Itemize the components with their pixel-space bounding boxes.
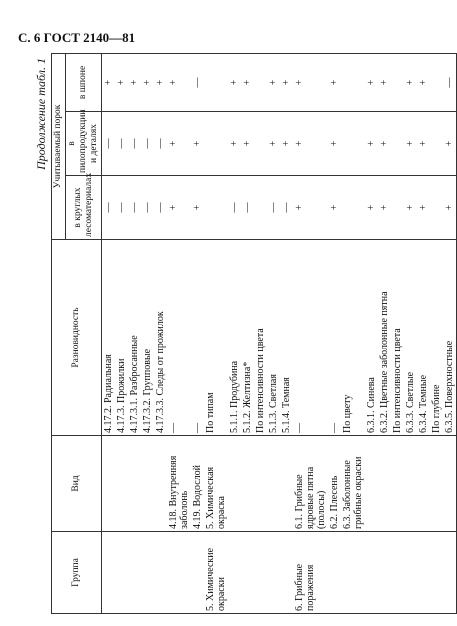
- cell-large-timber: [254, 176, 267, 240]
- cell-large-timber: +: [191, 176, 204, 240]
- cell-veneer: +: [417, 53, 430, 111]
- cell-variety: 6.3.3. Светлые: [404, 240, 417, 436]
- table-row: [378, 53, 391, 613]
- cell-large-timber: +: [404, 176, 417, 240]
- table-row: [328, 53, 341, 613]
- cell-group: [167, 532, 191, 614]
- cell-sawn-timber: +: [293, 112, 328, 176]
- cell-sawn-timber: [204, 112, 228, 176]
- table-row: [191, 53, 204, 613]
- table-row: [391, 53, 404, 613]
- cell-variety: 6.3.1. Синева: [365, 240, 378, 436]
- cell-kind: [241, 436, 254, 532]
- cell-large-timber: +: [443, 176, 457, 240]
- cell-group: [102, 532, 116, 614]
- cell-variety: —: [293, 240, 328, 436]
- cell-kind: [365, 436, 378, 532]
- cell-variety: 6.3.5. Поверхностные: [443, 240, 457, 436]
- table-row: [404, 53, 417, 613]
- header-group: Группа: [52, 532, 102, 614]
- cell-group: [128, 532, 141, 614]
- cell-group: [154, 532, 167, 614]
- cell-veneer: +: [293, 53, 328, 111]
- table-row: [204, 53, 228, 613]
- defects-table: [51, 53, 457, 614]
- cell-large-timber: [391, 176, 404, 240]
- cell-variety: По цвету: [341, 240, 365, 436]
- cell-kind: [115, 436, 128, 532]
- header-sawn-timber: в пилопродукции и деталях: [66, 112, 102, 176]
- cell-sawn-timber: +: [280, 112, 293, 176]
- cell-large-timber: —: [241, 176, 254, 240]
- table-row: [280, 53, 293, 613]
- cell-sawn-timber: —: [154, 112, 167, 176]
- cell-large-timber: +: [167, 176, 191, 240]
- cell-large-timber: +: [293, 176, 328, 240]
- cell-large-timber: [430, 176, 443, 240]
- cell-variety: По глубине: [430, 240, 443, 436]
- cell-sawn-timber: —: [115, 112, 128, 176]
- cell-group: [280, 532, 293, 614]
- table-row: [102, 53, 116, 613]
- cell-variety: По интенсивности цвета: [391, 240, 404, 436]
- table-row: [241, 53, 254, 613]
- cell-large-timber: +: [365, 176, 378, 240]
- cell-kind: [267, 436, 280, 532]
- table-row: [417, 53, 430, 613]
- cell-kind: [228, 436, 241, 532]
- table-row: [430, 53, 443, 613]
- cell-sawn-timber: +: [191, 112, 204, 176]
- cell-kind: 6.2. Плесень: [328, 436, 341, 532]
- cell-veneer: [204, 53, 228, 111]
- cell-variety: —: [167, 240, 191, 436]
- cell-variety: —: [191, 240, 204, 436]
- table-row: [154, 53, 167, 613]
- cell-large-timber: —: [115, 176, 128, 240]
- cell-large-timber: +: [417, 176, 430, 240]
- cell-sawn-timber: +: [328, 112, 341, 176]
- table-row: [167, 53, 191, 613]
- cell-variety: 4.17.3.1. Разбросанные: [128, 240, 141, 436]
- cell-sawn-timber: [254, 112, 267, 176]
- cell-group: [417, 532, 430, 614]
- cell-kind: 4.18. Внутренняя заболонь: [167, 436, 191, 532]
- cell-variety: 4.17.3.2. Групповые: [141, 240, 154, 436]
- cell-large-timber: [341, 176, 365, 240]
- cell-kind: 4.19. Водослой: [191, 436, 204, 532]
- table-row: [141, 53, 154, 613]
- cell-variety: —: [328, 240, 341, 436]
- cell-sawn-timber: +: [228, 112, 241, 176]
- cell-large-timber: —: [228, 176, 241, 240]
- cell-group: [404, 532, 417, 614]
- header-kind: Вид: [52, 436, 102, 532]
- cell-large-timber: —: [128, 176, 141, 240]
- cell-group: [341, 532, 365, 614]
- header-variety: Разновидность: [52, 240, 102, 436]
- cell-variety: 5.1.1. Продубина: [228, 240, 241, 436]
- cell-kind: [378, 436, 391, 532]
- cell-sawn-timber: —: [128, 112, 141, 176]
- cell-sawn-timber: +: [404, 112, 417, 176]
- cell-group: [115, 532, 128, 614]
- table-row: [254, 53, 267, 613]
- cell-veneer: [341, 53, 365, 111]
- cell-large-timber: [204, 176, 228, 240]
- cell-kind: [404, 436, 417, 532]
- rotated-table-block: [34, 54, 455, 614]
- cell-kind: [154, 436, 167, 532]
- cell-variety: 4.17.3. Прожилки: [115, 240, 128, 436]
- cell-veneer: +: [404, 53, 417, 111]
- table-row: [228, 53, 241, 613]
- cell-veneer: [430, 53, 443, 111]
- cell-veneer: —: [443, 53, 457, 111]
- cell-veneer: +: [328, 53, 341, 111]
- cell-kind: [141, 436, 154, 532]
- cell-sawn-timber: +: [417, 112, 430, 176]
- cell-sawn-timber: +: [267, 112, 280, 176]
- cell-group: 6. Грибные поражения: [293, 532, 328, 614]
- header-veneer: в шпоне: [66, 53, 102, 111]
- cell-sawn-timber: +: [241, 112, 254, 176]
- cell-variety: 5.1.2. Желтизна*: [241, 240, 254, 436]
- cell-veneer: +: [378, 53, 391, 111]
- cell-veneer: +: [365, 53, 378, 111]
- cell-sawn-timber: [341, 112, 365, 176]
- cell-large-timber: —: [280, 176, 293, 240]
- cell-group: [391, 532, 404, 614]
- table-row: [267, 53, 280, 613]
- cell-group: [443, 532, 457, 614]
- cell-sawn-timber: [391, 112, 404, 176]
- cell-veneer: +: [241, 53, 254, 111]
- cell-veneer: +: [154, 53, 167, 111]
- cell-kind: 6.1. Грибные ядровые пятна (полосы): [293, 436, 328, 532]
- cell-veneer: +: [128, 53, 141, 111]
- cell-veneer: —: [191, 53, 204, 111]
- cell-veneer: +: [267, 53, 280, 111]
- cell-group: [141, 532, 154, 614]
- cell-large-timber: —: [267, 176, 280, 240]
- cell-large-timber: —: [154, 176, 167, 240]
- page-header: С. 6 ГОСТ 2140—81: [18, 30, 136, 45]
- cell-large-timber: +: [328, 176, 341, 240]
- cell-kind: [430, 436, 443, 532]
- cell-sawn-timber: [430, 112, 443, 176]
- cell-kind: 5. Химическая окраска: [204, 436, 228, 532]
- cell-group: [267, 532, 280, 614]
- cell-group: [365, 532, 378, 614]
- cell-veneer: +: [228, 53, 241, 111]
- table-row: [293, 53, 328, 613]
- cell-variety: 5.1.4. Темная: [280, 240, 293, 436]
- cell-kind: [443, 436, 457, 532]
- cell-kind: [102, 436, 116, 532]
- cell-sawn-timber: —: [141, 112, 154, 176]
- cell-kind: [417, 436, 430, 532]
- cell-veneer: +: [141, 53, 154, 111]
- cell-group: [191, 532, 204, 614]
- cell-kind: [280, 436, 293, 532]
- cell-sawn-timber: —: [102, 112, 116, 176]
- table-caption: Продолжение табл. 1: [34, 58, 48, 170]
- table-row: [115, 53, 128, 613]
- cell-sawn-timber: +: [443, 112, 457, 176]
- cell-group: [430, 532, 443, 614]
- cell-sawn-timber: +: [167, 112, 191, 176]
- table-row: [365, 53, 378, 613]
- cell-variety: По интенсивности цвета: [254, 240, 267, 436]
- cell-variety: 6.3.4. Темные: [417, 240, 430, 436]
- cell-group: [241, 532, 254, 614]
- cell-veneer: +: [102, 53, 116, 111]
- cell-variety: По типам: [204, 240, 228, 436]
- cell-veneer: +: [115, 53, 128, 111]
- cell-kind: 6.3. Заболонные грибные окраски: [341, 436, 365, 532]
- cell-veneer: [391, 53, 404, 111]
- cell-variety: 4.17.2. Радиальная: [102, 240, 116, 436]
- cell-variety: 4.17.3.3. Следы от прожилок: [154, 240, 167, 436]
- cell-large-timber: —: [102, 176, 116, 240]
- cell-sawn-timber: +: [365, 112, 378, 176]
- header-accounted: Учитываемый порок: [52, 53, 66, 239]
- cell-kind: [254, 436, 267, 532]
- cell-group: [378, 532, 391, 614]
- table-body: [102, 53, 457, 613]
- cell-veneer: [254, 53, 267, 111]
- header-large-timber: в круглых лесоматериалах: [66, 176, 102, 240]
- cell-group: [328, 532, 341, 614]
- cell-variety: 6.3.2. Цветные заболонные пятна: [378, 240, 391, 436]
- cell-large-timber: +: [378, 176, 391, 240]
- table-row: [341, 53, 365, 613]
- table-row: [128, 53, 141, 613]
- cell-kind: [391, 436, 404, 532]
- cell-sawn-timber: +: [378, 112, 391, 176]
- cell-group: [228, 532, 241, 614]
- cell-group: [254, 532, 267, 614]
- cell-veneer: +: [167, 53, 191, 111]
- cell-variety: 5.1.3. Светлая: [267, 240, 280, 436]
- cell-kind: [128, 436, 141, 532]
- cell-large-timber: —: [141, 176, 154, 240]
- cell-veneer: +: [280, 53, 293, 111]
- table-row: [443, 53, 457, 613]
- cell-group: 5. Химические окраски: [204, 532, 228, 614]
